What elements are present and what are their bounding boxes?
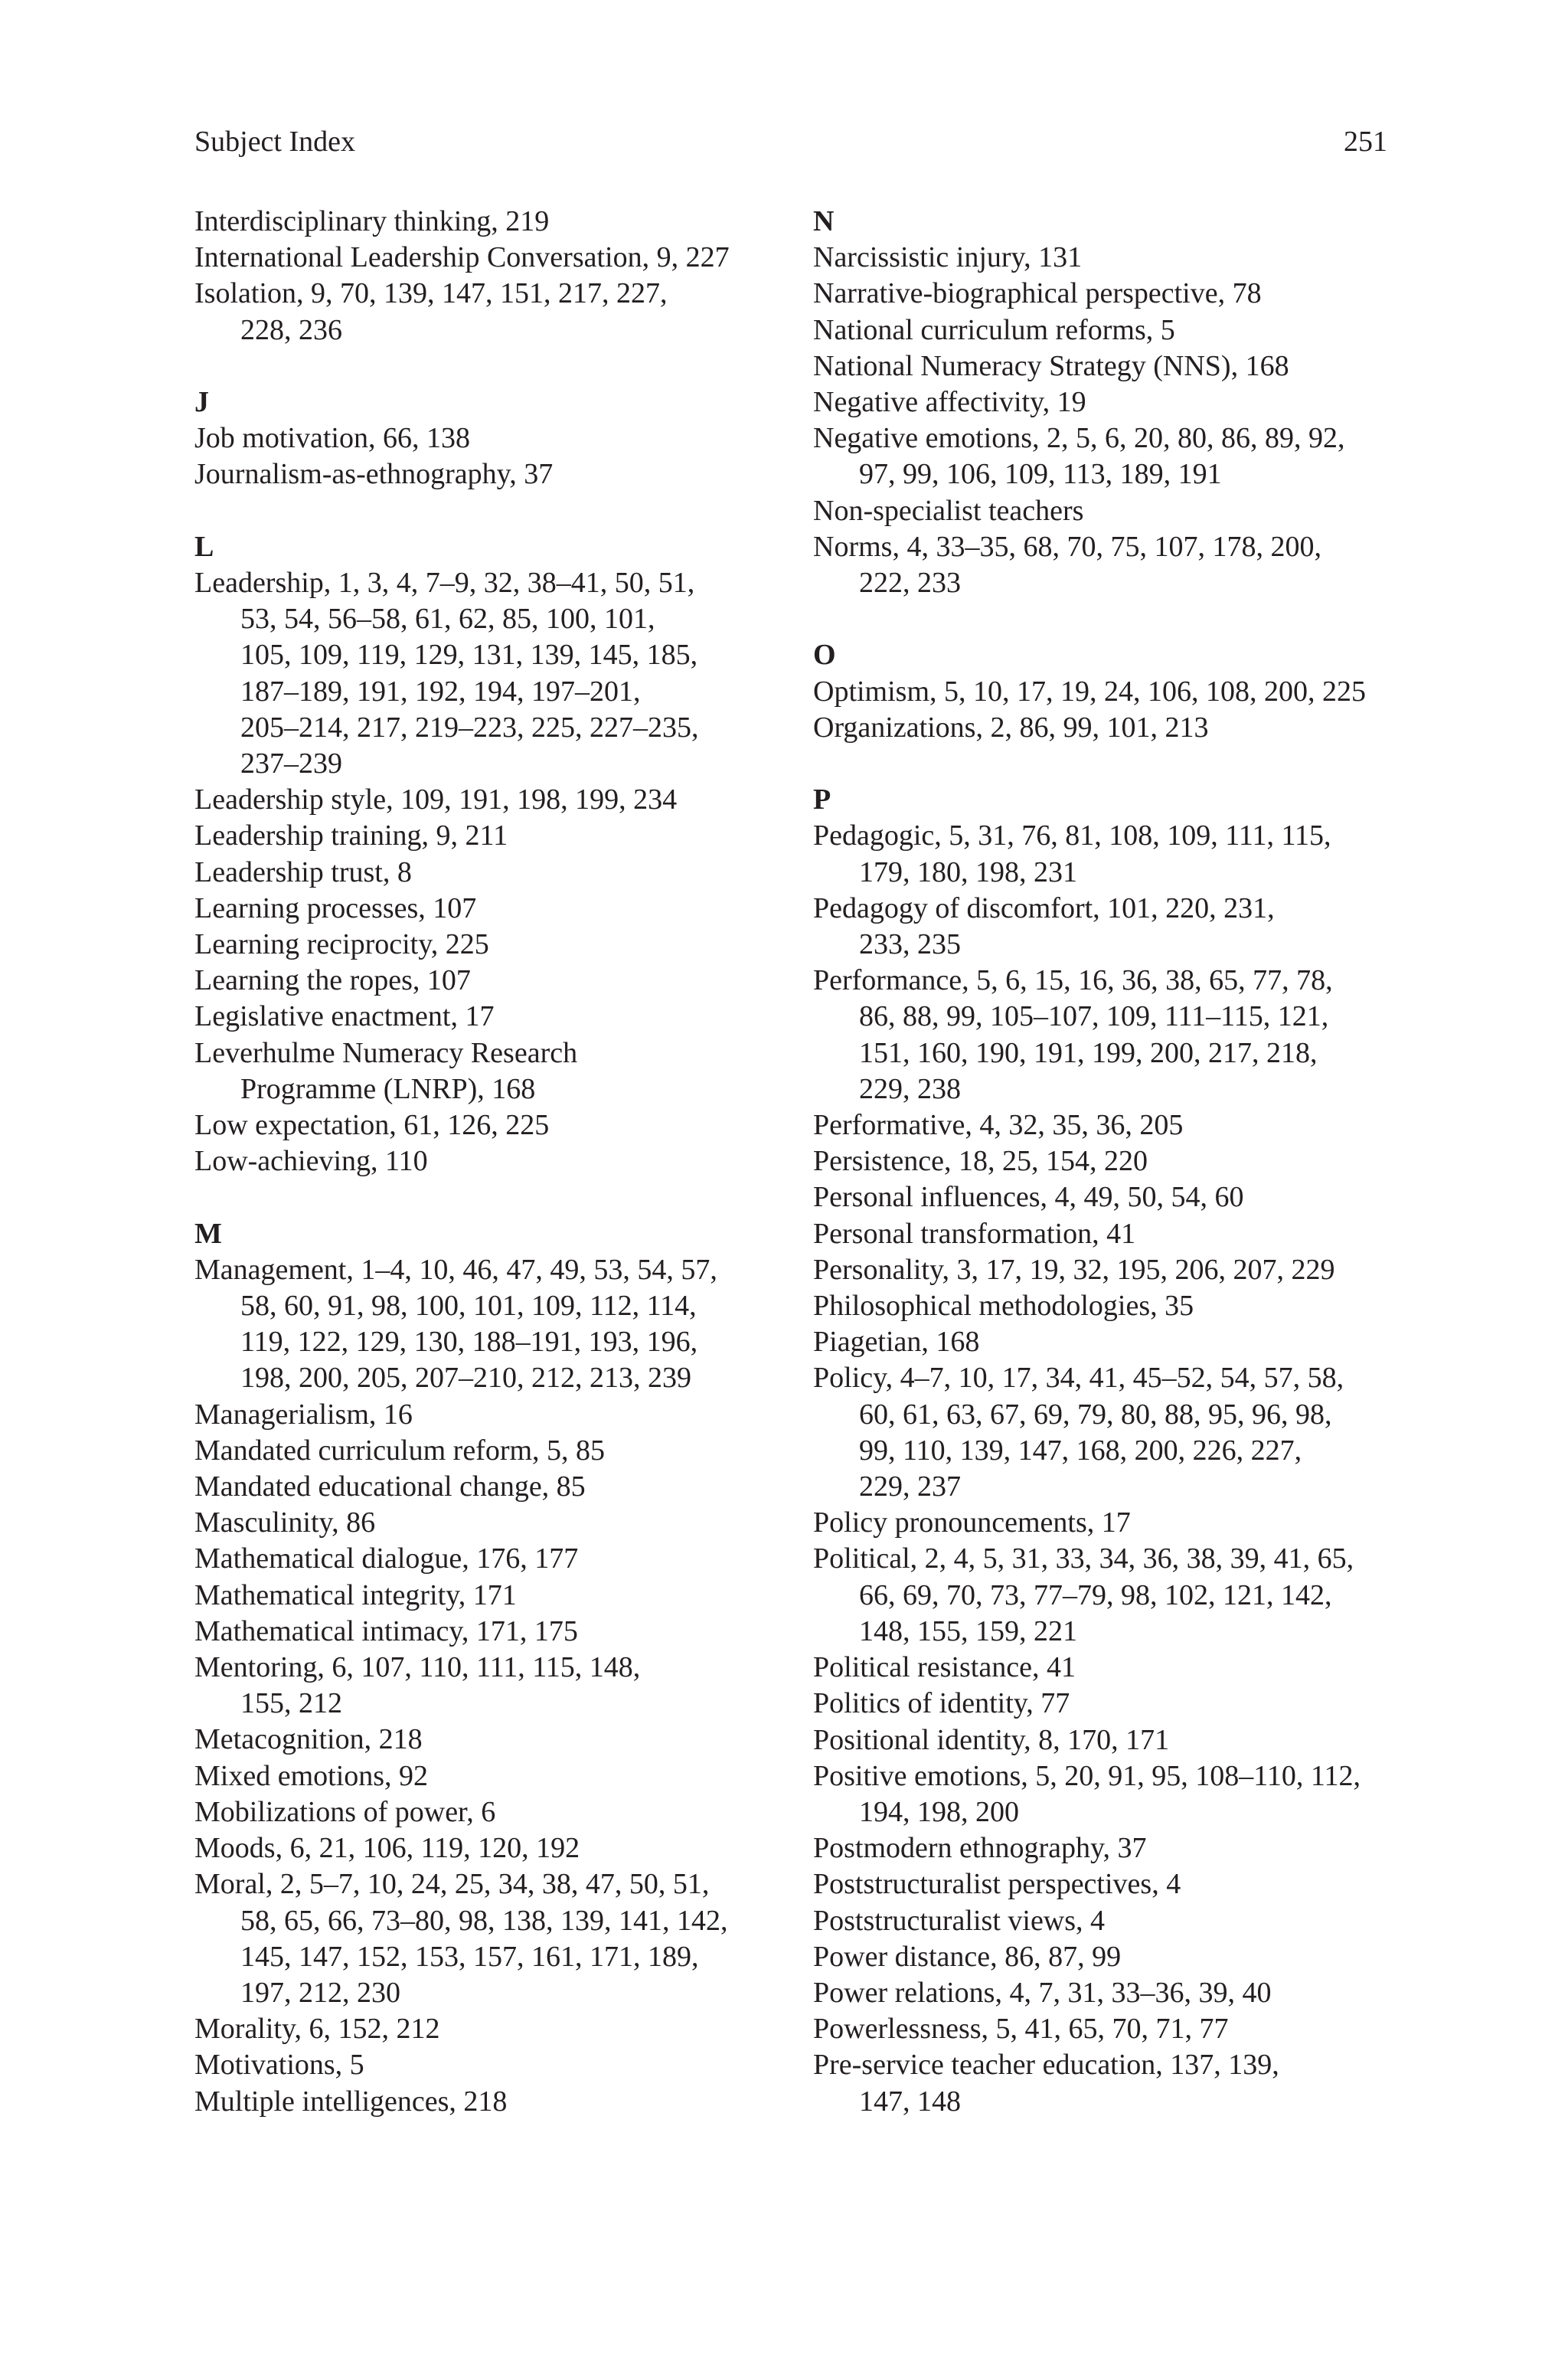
- entry-text: Powerlessness, 5, 41, 65, 70, 71, 77: [813, 2013, 1229, 2046]
- index-entry: [194, 999, 776, 1035]
- index-entry: [194, 1722, 776, 1758]
- index-column-right: [813, 204, 1395, 2120]
- index-entry: [194, 565, 776, 782]
- entry-text: Interdisciplinary thinking, 219: [194, 205, 550, 237]
- entry-text: Leadership, 1, 3, 4, 7–9, 32, 38–41, 50, 51,: [194, 567, 695, 599]
- entry-text: Leverhulme Numeracy Research: [194, 1036, 578, 1069]
- entry-text: Isolation, 9, 70, 139, 147, 151, 217, 227,: [194, 277, 668, 310]
- section-letter: L: [194, 530, 214, 563]
- entry-continuation: 53, 54, 56–58, 61, 62, 85, 100, 101,: [240, 603, 655, 636]
- entry-text: Mathematical intimacy, 171, 175: [194, 1614, 578, 1647]
- entry-text: Positional identity, 8, 170, 171: [813, 1723, 1170, 1756]
- entry-continuation: 99, 110, 139, 147, 168, 200, 226, 227,: [859, 1434, 1302, 1467]
- index-entry: [194, 2047, 776, 2083]
- index-entry: [813, 1324, 1395, 1360]
- index-entry: [813, 2011, 1395, 2047]
- index-entry: [813, 1830, 1395, 1866]
- index-entry: [813, 276, 1395, 312]
- index-entry: [194, 1469, 776, 1505]
- index-entry: [194, 2084, 776, 2120]
- index-entry: [813, 1650, 1395, 1686]
- entry-continuation: 229, 238: [859, 1072, 961, 1105]
- entry-continuation: Programme (LNRP), 168: [240, 1072, 536, 1105]
- index-entry: [194, 1614, 776, 1650]
- entry-continuation: 205–214, 217, 219–223, 225, 227–235,: [240, 711, 699, 744]
- index-entry: [813, 240, 1395, 276]
- entry-continuation: 119, 122, 129, 130, 188–191, 193, 196,: [240, 1326, 698, 1359]
- section-letter: P: [813, 783, 831, 816]
- entry-text: Negative affectivity, 19: [813, 386, 1086, 419]
- section-letter: O: [813, 639, 836, 672]
- entry-text: Pre-service teacher education, 137, 139,: [813, 2049, 1279, 2082]
- entry-text: Personality, 3, 17, 19, 32, 195, 206, 207, 229: [813, 1253, 1335, 1286]
- index-entry: [194, 2011, 776, 2047]
- entry-text: Journalism-as-ethnography, 37: [194, 458, 554, 491]
- entry-continuation: 233, 235: [859, 928, 961, 961]
- index-entry: [813, 1143, 1395, 1179]
- entry-continuation: 58, 60, 91, 98, 100, 101, 109, 112, 114,: [240, 1290, 697, 1323]
- entry-continuation: 198, 200, 205, 207–210, 212, 213, 239: [240, 1362, 691, 1395]
- index-entry: [813, 1179, 1395, 1215]
- entry-text: Policy pronouncements, 17: [813, 1506, 1131, 1539]
- index-entry: [813, 818, 1395, 890]
- index-entry: [813, 1758, 1395, 1830]
- entry-text: Postmodern ethnography, 37: [813, 1832, 1147, 1865]
- index-entry: [813, 529, 1395, 601]
- entry-continuation: 237–239: [240, 747, 342, 780]
- section-gap: [813, 601, 1395, 637]
- entry-text: Negative emotions, 2, 5, 6, 20, 80, 86, 89, 92,: [813, 422, 1345, 455]
- index-entry: [194, 1541, 776, 1577]
- entry-text: Low expectation, 61, 126, 225: [194, 1109, 550, 1142]
- entry-text: Norms, 4, 33–35, 68, 70, 75, 107, 178, 200,: [813, 530, 1321, 563]
- entry-text: Philosophical methodologies, 35: [813, 1290, 1194, 1323]
- index-entry: [194, 1252, 776, 1397]
- index-entry: [194, 1107, 776, 1143]
- index-entry: [194, 240, 776, 276]
- entry-text: Pedagogy of discomfort, 101, 220, 231,: [813, 891, 1275, 924]
- index-entry: [194, 1505, 776, 1541]
- entry-text: Motivations, 5: [194, 2049, 364, 2082]
- entry-continuation: 228, 236: [240, 313, 342, 346]
- entry-continuation: 97, 99, 106, 109, 113, 189, 191: [859, 458, 1222, 491]
- entry-text: Performative, 4, 32, 35, 36, 205: [813, 1109, 1184, 1142]
- index-entry: [813, 891, 1395, 963]
- section-gap: [194, 348, 776, 384]
- entry-text: Non-specialist teachers: [813, 494, 1084, 527]
- entry-text: Poststructuralist perspectives, 4: [813, 1868, 1181, 1901]
- entry-continuation: 179, 180, 198, 231: [859, 855, 1077, 888]
- entry-text: Performance, 5, 6, 15, 16, 36, 38, 65, 77, 78,: [813, 964, 1333, 997]
- entry-continuation: 229, 237: [859, 1470, 961, 1503]
- entry-text: Political resistance, 41: [813, 1651, 1076, 1684]
- entry-text: Mentoring, 6, 107, 110, 111, 115, 148,: [194, 1651, 641, 1684]
- index-entry: [813, 1216, 1395, 1252]
- entry-continuation: 58, 65, 66, 73–80, 98, 138, 139, 141, 142,: [240, 1904, 728, 1937]
- index-entry: [813, 493, 1395, 529]
- entry-text: Piagetian, 168: [813, 1326, 980, 1359]
- entry-continuation: 151, 160, 190, 191, 199, 200, 217, 218,: [859, 1036, 1318, 1069]
- index-entry: [194, 1397, 776, 1433]
- index-entry: [194, 1758, 776, 1794]
- entry-text: Moods, 6, 21, 106, 119, 120, 192: [194, 1832, 580, 1865]
- entry-text: Mandated educational change, 85: [194, 1470, 586, 1503]
- entry-text: Multiple intelligences, 218: [194, 2085, 508, 2118]
- entry-text: Learning reciprocity, 225: [194, 928, 489, 961]
- index-entry: [194, 456, 776, 492]
- entry-continuation: 194, 198, 200: [859, 1795, 1019, 1828]
- index-entry: [813, 312, 1395, 348]
- index-entry: [813, 348, 1395, 384]
- entry-continuation: 187–189, 191, 192, 194, 197–201,: [240, 675, 641, 708]
- entry-continuation: 60, 61, 63, 67, 69, 79, 80, 88, 95, 96, 98,: [859, 1398, 1332, 1431]
- entry-text: Narrative-biographical perspective, 78: [813, 277, 1262, 310]
- index-entry: [813, 1722, 1395, 1758]
- entry-text: Political, 2, 4, 5, 31, 33, 34, 36, 38, 39, 41, 65,: [813, 1542, 1354, 1575]
- index-entry: [194, 1143, 776, 1179]
- entry-text: Narcissistic injury, 131: [813, 241, 1083, 274]
- entry-text: Low-achieving, 110: [194, 1145, 428, 1178]
- index-entry: [194, 276, 776, 348]
- entry-text: Organizations, 2, 86, 99, 101, 213: [813, 711, 1209, 744]
- entry-continuation: 147, 148: [859, 2085, 961, 2118]
- entry-text: Moral, 2, 5–7, 10, 24, 25, 34, 38, 47, 50, 51,: [194, 1868, 710, 1901]
- entry-text: Power distance, 86, 87, 99: [813, 1940, 1122, 1973]
- index-entry: [194, 420, 776, 456]
- index-entry: [813, 963, 1395, 1107]
- entry-text: Persistence, 18, 25, 154, 220: [813, 1145, 1148, 1178]
- entry-text: National Numeracy Strategy (NNS), 168: [813, 349, 1289, 382]
- entry-text: Morality, 6, 152, 212: [194, 2013, 440, 2046]
- entry-text: Leadership style, 109, 191, 198, 199, 234: [194, 783, 678, 816]
- section-gap: [813, 746, 1395, 782]
- entry-text: Legislative enactment, 17: [194, 1000, 495, 1033]
- page-number: 251: [1344, 126, 1387, 158]
- entry-text: Learning processes, 107: [194, 891, 477, 924]
- entry-text: Learning the ropes, 107: [194, 964, 471, 997]
- entry-text: Power relations, 4, 7, 31, 33–36, 39, 40: [813, 1976, 1272, 2009]
- entry-text: Politics of identity, 77: [813, 1687, 1070, 1720]
- index-entry: [194, 1866, 776, 2011]
- index-entry: [813, 1107, 1395, 1143]
- entry-text: Mandated curriculum reform, 5, 85: [194, 1434, 606, 1467]
- section-letter: J: [194, 386, 209, 418]
- index-entry: [813, 674, 1395, 710]
- index-entry: [194, 963, 776, 999]
- entry-text: Policy, 4–7, 10, 17, 34, 41, 45–52, 54, 57, 58,: [813, 1362, 1344, 1395]
- index-entry: [813, 1288, 1395, 1324]
- entry-text: Mathematical integrity, 171: [194, 1578, 517, 1611]
- index-entry: [813, 1541, 1395, 1650]
- index-entry: [194, 782, 776, 818]
- entry-text: Personal influences, 4, 49, 50, 54, 60: [813, 1181, 1244, 1214]
- index-entry: [813, 1939, 1395, 1975]
- index-entry: [813, 1866, 1395, 1902]
- entry-text: Mathematical dialogue, 176, 177: [194, 1542, 579, 1575]
- index-entry: [813, 420, 1395, 492]
- entry-text: Poststructuralist views, 4: [813, 1904, 1106, 1937]
- running-head: Subject Index: [194, 126, 356, 158]
- index-entry: [813, 384, 1395, 420]
- index-entry: [194, 855, 776, 891]
- section-letter: M: [194, 1217, 222, 1250]
- index-entry: [813, 1903, 1395, 1939]
- entry-continuation: 105, 109, 119, 129, 131, 139, 145, 185,: [240, 639, 698, 672]
- index-entry: [813, 1505, 1395, 1541]
- index-entry: [194, 1035, 776, 1107]
- entry-text: Managerialism, 16: [194, 1398, 413, 1431]
- entry-text: Masculinity, 86: [194, 1506, 376, 1539]
- entry-continuation: 197, 212, 230: [240, 1976, 400, 2009]
- index-entry: [813, 1360, 1395, 1505]
- index-entry: [194, 1433, 776, 1469]
- entry-text: Job motivation, 66, 138: [194, 422, 470, 455]
- index-entry: [194, 1830, 776, 1866]
- index-entry: [813, 1975, 1395, 2011]
- entry-text: Mobilizations of power, 6: [194, 1795, 496, 1828]
- entry-continuation: 86, 88, 99, 105–107, 109, 111–115, 121,: [859, 1000, 1329, 1033]
- index-entry: [194, 1650, 776, 1722]
- section-gap: [194, 493, 776, 529]
- entry-text: Management, 1–4, 10, 46, 47, 49, 53, 54, 57,: [194, 1253, 717, 1286]
- index-entry: [194, 927, 776, 963]
- entry-continuation: 155, 212: [240, 1687, 342, 1720]
- entry-text: National curriculum reforms, 5: [813, 313, 1175, 346]
- index-entry: [194, 1794, 776, 1830]
- entry-text: Optimism, 5, 10, 17, 19, 24, 106, 108, 200, 225: [813, 675, 1367, 708]
- index-entry: [813, 1686, 1395, 1722]
- entry-text: Pedagogic, 5, 31, 76, 81, 108, 109, 111, 115,: [813, 819, 1331, 852]
- index-entry: [194, 818, 776, 854]
- entry-text: Leadership trust, 8: [194, 855, 412, 888]
- index-entry: [813, 710, 1395, 746]
- entry-continuation: 222, 233: [859, 567, 961, 600]
- index-entry: [813, 1252, 1395, 1288]
- index-entry: [194, 204, 776, 240]
- index-entry: [194, 1578, 776, 1614]
- entry-text: Mixed emotions, 92: [194, 1759, 429, 1792]
- entry-text: Metacognition, 218: [194, 1723, 423, 1756]
- entry-text: Positive emotions, 5, 20, 91, 95, 108–110, 112,: [813, 1759, 1361, 1792]
- entry-continuation: 66, 69, 70, 73, 77–79, 98, 102, 121, 142,: [859, 1578, 1332, 1611]
- index-entry: [194, 891, 776, 927]
- entry-text: International Leadership Conversation, 9, 227: [194, 241, 730, 274]
- section-letter: N: [813, 205, 835, 237]
- entry-text: Personal transformation, 41: [813, 1217, 1136, 1250]
- entry-continuation: 148, 155, 159, 221: [859, 1614, 1077, 1647]
- index-entry: [813, 2047, 1395, 2119]
- entry-continuation: 145, 147, 152, 153, 157, 161, 171, 189,: [240, 1940, 699, 1973]
- section-gap: [194, 1179, 776, 1215]
- index-column-left: [194, 204, 776, 2120]
- page-header: [194, 119, 1387, 165]
- entry-text: Leadership training, 9, 211: [194, 819, 508, 852]
